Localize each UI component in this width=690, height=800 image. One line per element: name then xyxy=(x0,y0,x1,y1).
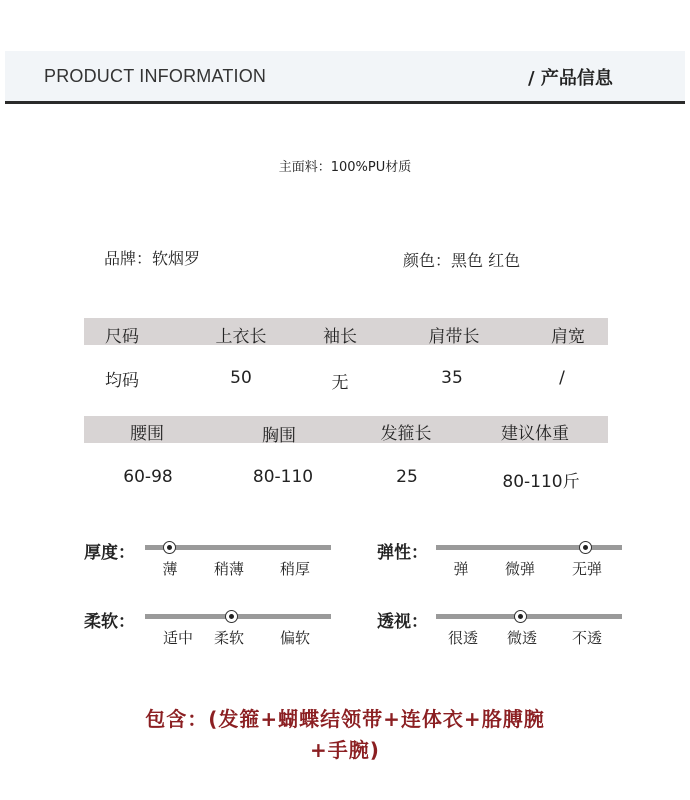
thickness-label: 厚度： xyxy=(84,543,135,563)
table-cell: 80-110 xyxy=(252,467,314,487)
table-cell: 25 xyxy=(396,467,418,487)
brand-text: 品牌：软烟罗 xyxy=(104,249,201,268)
table-cell: 无 xyxy=(331,373,349,393)
elasticity-track xyxy=(436,545,622,550)
table-header-cell: 建议体重 xyxy=(501,424,569,444)
table-cell: / xyxy=(559,368,565,388)
softness-tick: 适中 xyxy=(162,629,194,647)
header-title-en: PRODUCT INFORMATION xyxy=(44,66,267,86)
softness-track xyxy=(145,614,331,619)
elasticity-tick: 弹 xyxy=(453,560,469,578)
table-header-cell: 胸围 xyxy=(262,426,296,446)
table-cell: 35 xyxy=(441,368,463,388)
transparency-tick: 很透 xyxy=(447,629,479,647)
elasticity-label: 弹性： xyxy=(377,543,428,563)
elasticity-tick: 微弹 xyxy=(504,560,536,578)
table-cell: 60-98 xyxy=(123,467,173,487)
table-header-cell: 腰围 xyxy=(130,424,164,444)
softness-label: 柔软： xyxy=(84,612,135,632)
softness-tick: 柔软 xyxy=(213,629,245,647)
table-header-cell: 尺码 xyxy=(105,327,139,347)
transparency-label: 透视： xyxy=(377,612,428,632)
color-text: 颜色：黑色 红色 xyxy=(403,251,521,270)
table-cell: 80-110斤 xyxy=(502,472,580,492)
header-title-cn: / 产品信息 xyxy=(528,68,613,89)
table-cell: 50 xyxy=(230,368,252,388)
softness-indicator xyxy=(225,610,238,623)
thickness-tick: 薄 xyxy=(162,560,178,578)
thickness-tick: 稍厚 xyxy=(279,560,311,578)
table-header-cell: 袖长 xyxy=(323,327,357,347)
table-header-cell: 肩带长 xyxy=(428,327,480,347)
table-header-cell: 肩宽 xyxy=(551,327,585,347)
transparency-track xyxy=(436,614,622,619)
transparency-tick: 微透 xyxy=(506,629,538,647)
transparency-tick: 不透 xyxy=(571,629,603,647)
table-header-cell: 上衣长 xyxy=(215,327,267,347)
table-header-cell: 发箍长 xyxy=(380,424,432,444)
softness-tick: 偏软 xyxy=(279,629,311,647)
package-contents-line2: +手腕) xyxy=(310,738,380,762)
thickness-tick: 稍薄 xyxy=(213,560,245,578)
table-cell: 均码 xyxy=(105,371,139,391)
thickness-indicator xyxy=(163,541,176,554)
elasticity-tick: 无弹 xyxy=(571,560,603,578)
package-contents-line1: 包含：(发箍+蝴蝶结领带+连体衣+胳膊腕 xyxy=(145,707,545,731)
transparency-indicator xyxy=(514,610,527,623)
elasticity-indicator xyxy=(579,541,592,554)
material-text: 主面料：100%PU材质 xyxy=(278,160,412,175)
